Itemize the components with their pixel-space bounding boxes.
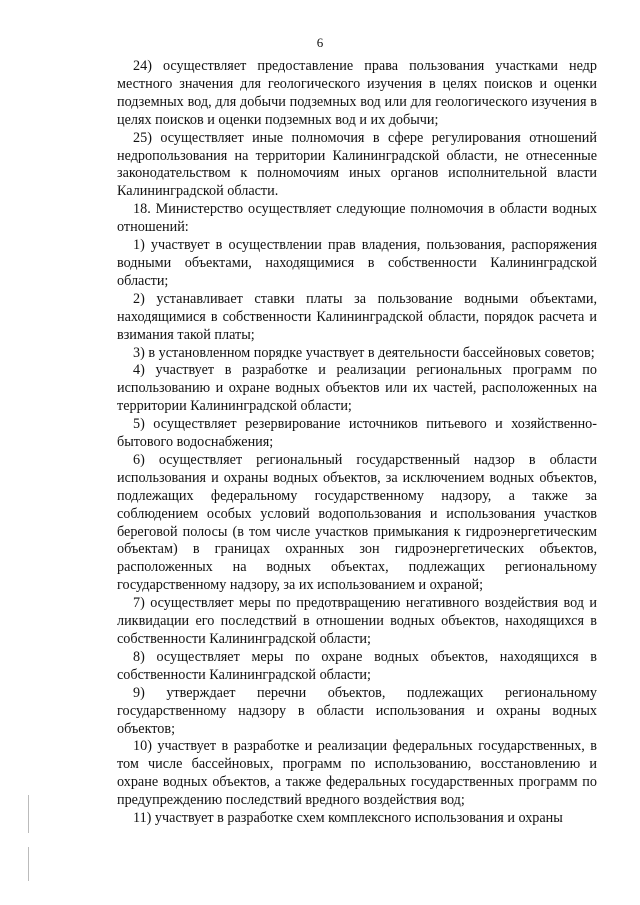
- paragraph-item-3: 3) в установленном порядке участвует в деятельности бассейновых советов;: [133, 344, 595, 361]
- paragraph-item-1: 1) участвует в осуществлении прав владения, пользования, распоряжения водными объектами, находящимися в собственности Калининградской области;: [117, 237, 597, 289]
- paragraph-item-10: 10) участвует в разработке и реализации федеральных государственных, в том числе бассейновых, программ по использованию, восстановлению и охране водных объектов, а также федеральных государственных программ по предупреждению последствий вредного воздействия вод;: [117, 738, 597, 809]
- paragraph-item-25: 25) осуществляет иные полномочия в сфере регулирования отношений недропользования на территории Калининградской области, не отнесенные законодательством к полномочиям иных органов исполнительной власти Калининградской области.: [117, 129, 597, 200]
- paragraph-item-24: 24) осуществляет предоставление права пользования участками недр местного значения для геологического изучения в целях поисков и оценки подземных вод, для добычи подземных вод или для геологического изучения в целях поисков и оценки подземных вод и их добычи;: [117, 58, 597, 128]
- paragraph-item-8: 8) осуществляет меры по охране водных объектов, находящихся в собственности Калининградской области;: [117, 648, 597, 683]
- paragraph-item-6: 6) осуществляет региональный государственный надзор в области использования и охраны водных объектов, за исключением водных объектов, подлежащих федеральному государственному надзору, а также за соблюдением особых условий водопользования и использования участков береговой полосы (в том числе участков примыкания к гидроэнергетическим объектам) в границах охранных зон гидроэнергетических объектов, расположенных на водных объектах, подлежащих региональному государственному надзору, за их использованием и охраной;: [117, 451, 597, 594]
- scan-margin-marks: [28, 795, 32, 885]
- paragraph-section-18: 18. Министерство осуществляет следующие полномочия в области водных отношений:: [117, 201, 597, 236]
- paragraph-item-9: 9) утверждает перечни объектов, подлежащих региональному государственному надзору в области использования и охраны водных объектов;: [117, 684, 597, 737]
- paragraph-item-11: 11) участвует в разработке схем комплексного использования и охраны: [133, 810, 563, 827]
- paragraph-item-7: 7) осуществляет меры по предотвращению негативного воздействия вод и ликвидации его последствий в отношении водных объектов, находящихся в собственности Калининградской области;: [117, 595, 597, 647]
- paragraph-item-2: 2) устанавливает ставки платы за пользование водными объектами, находящимися в собственности Калининградской области, порядок расчета и взимания такой платы;: [117, 290, 597, 343]
- paragraph-item-5: 5) осуществляет резервирование источников питьевого и хозяйственно-бытового водоснабжения;: [117, 416, 597, 451]
- paragraph-item-4: 4) участвует в разработке и реализации региональных программ по использованию и охране водных объектов или их частей, расположенных на территории Калининградской области;: [117, 362, 597, 415]
- document-body: [117, 58, 597, 828]
- page-number: 6: [316, 35, 324, 50]
